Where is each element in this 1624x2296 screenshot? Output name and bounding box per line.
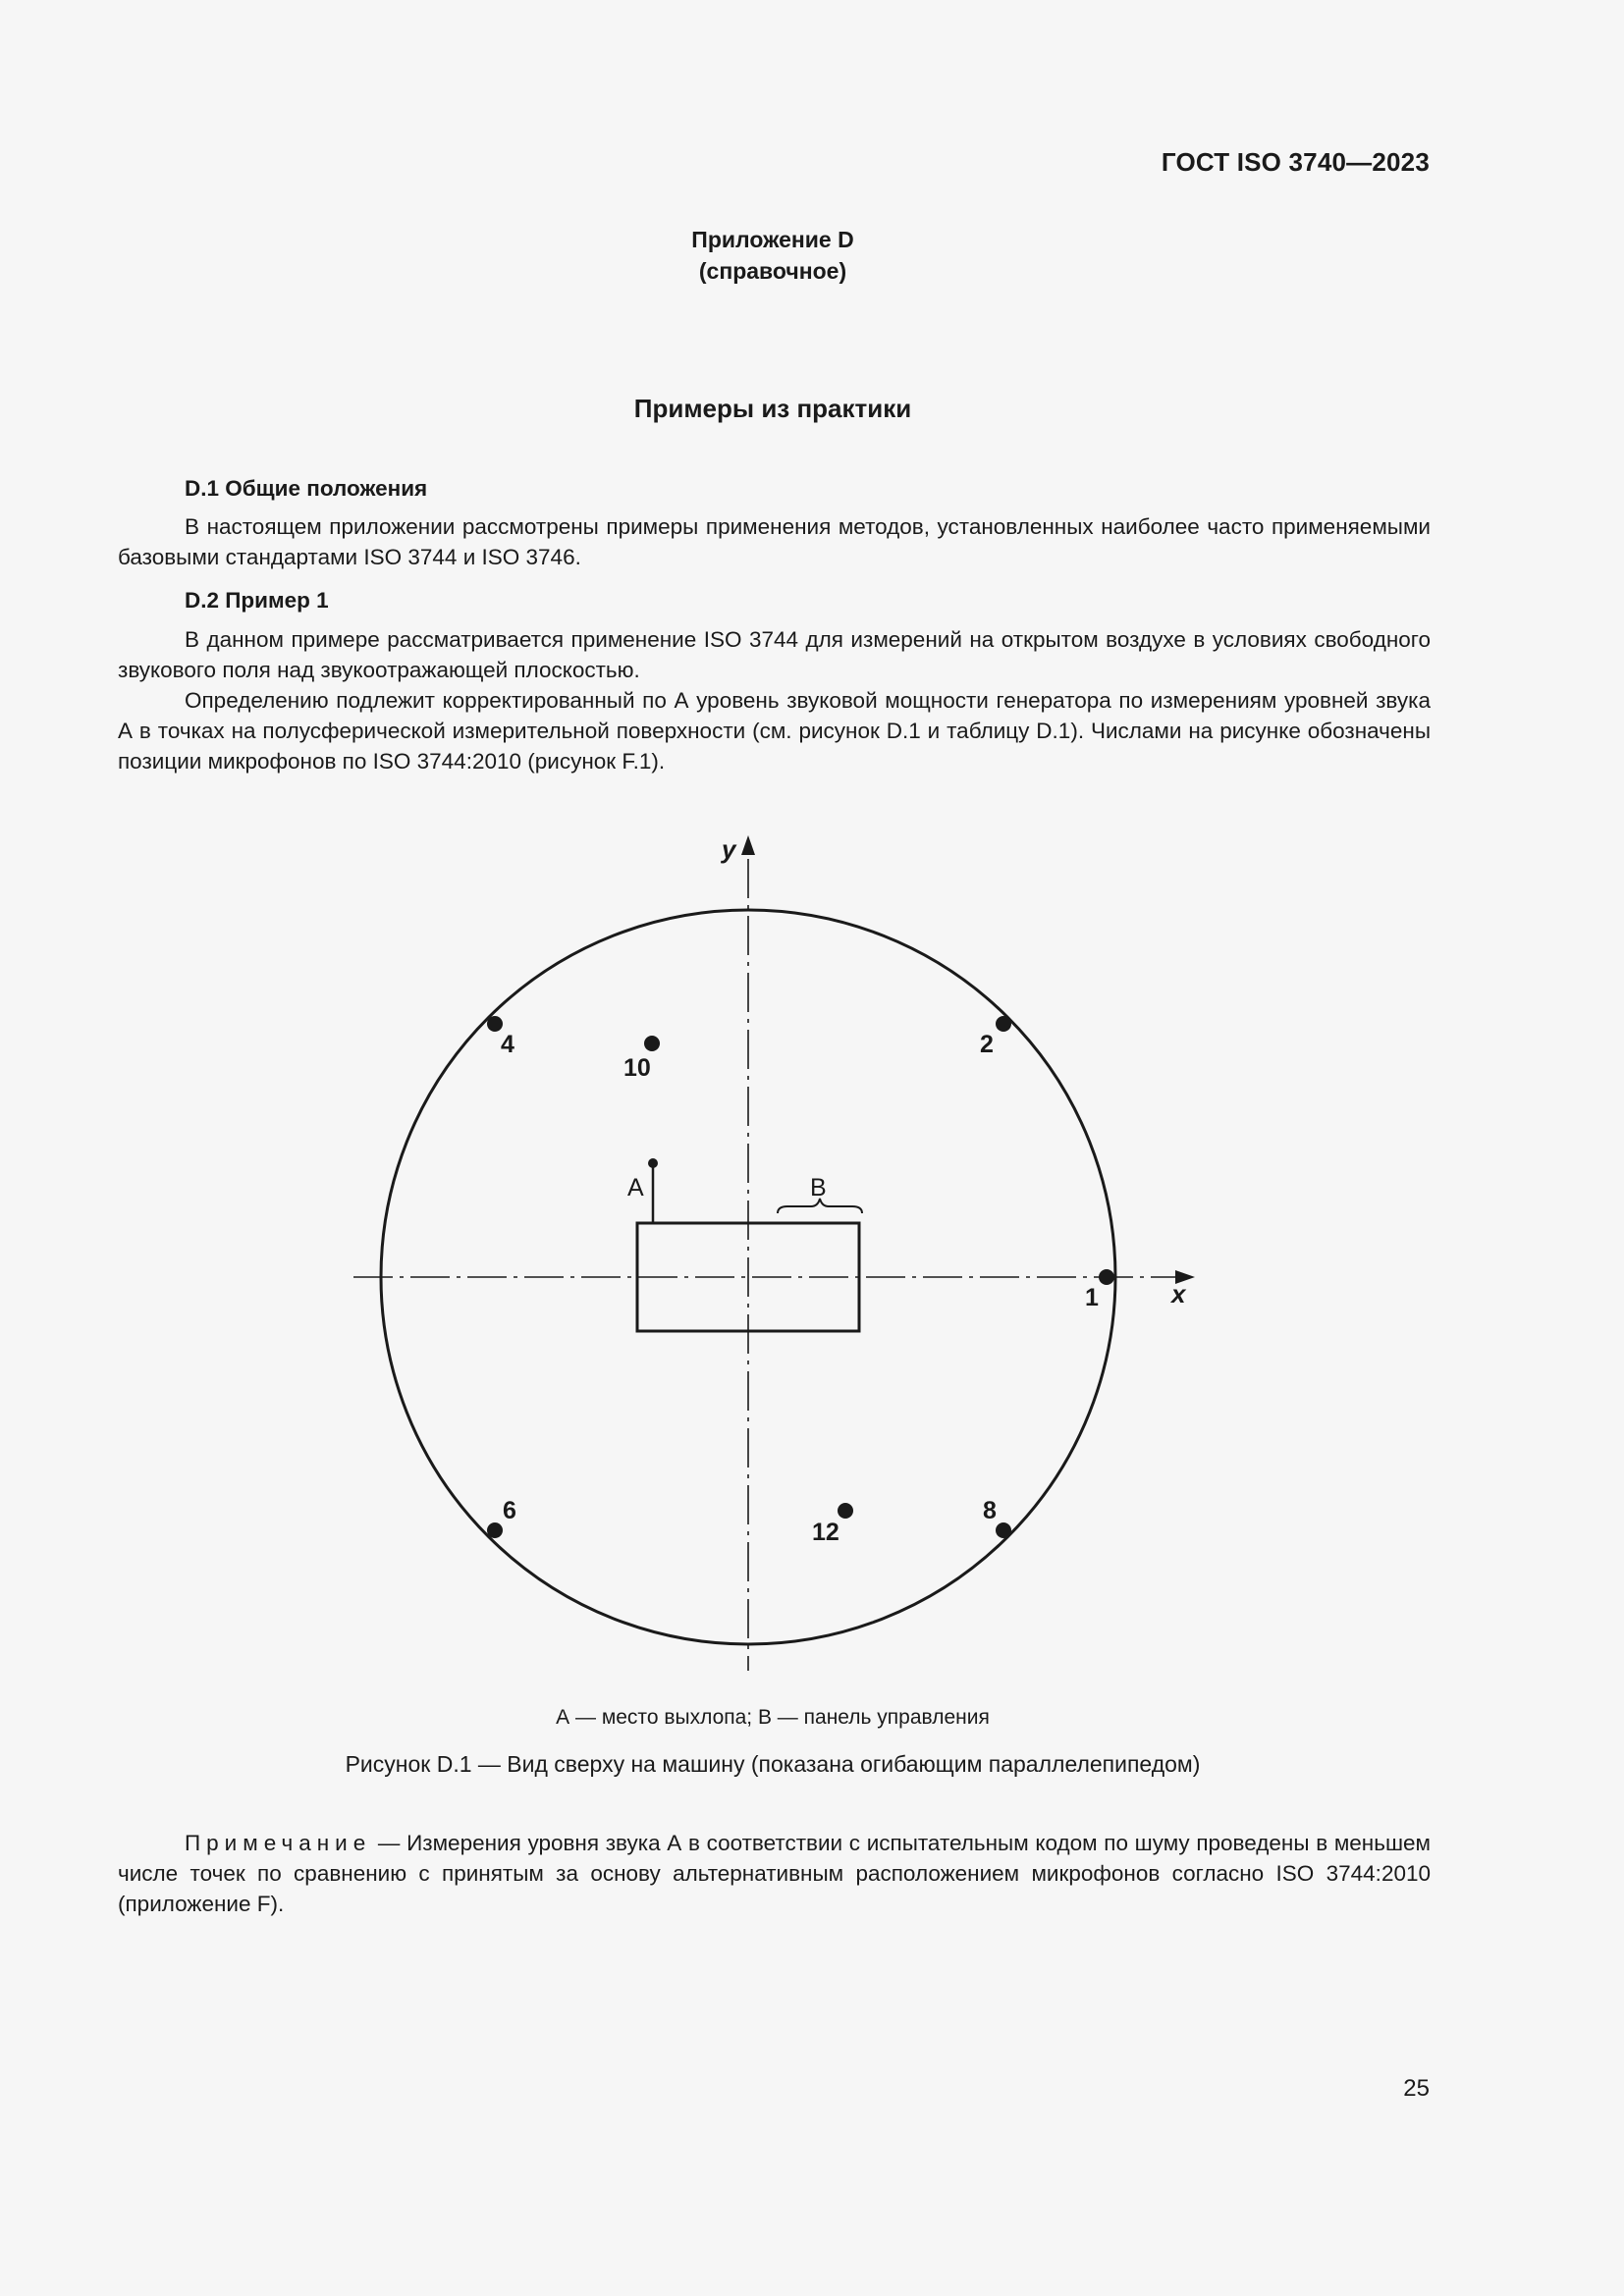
annex-kind: (справочное)	[698, 258, 847, 284]
page-number: 25	[1403, 2075, 1430, 2102]
clause-heading: D.1 Общие положения	[185, 476, 428, 501]
clause-heading: D.2 Пример 1	[185, 588, 329, 613]
microphone-position	[487, 1016, 503, 1032]
note-text: — Измерения уровня звука А в соответствии с испытательным кодом по шуму проведены в меньшем числе точек по сравнению с принятым за основу альтернативным расположением микрофонов согласно ISO 3744:2010 (приложение F).	[118, 1831, 1431, 1916]
annex-title: Приложение D	[691, 227, 854, 252]
note-lead: Примечание	[185, 1831, 372, 1855]
document-identifier: ГОСТ ISO 3740—2023	[1161, 147, 1430, 177]
clause-d1	[118, 473, 1431, 572]
microphone-label: 6	[503, 1497, 516, 1524]
microphone-label: 2	[980, 1031, 994, 1058]
figure-caption: Рисунок D.1 — Вид сверху на машину (показана огибающим параллелепипедом)	[345, 1751, 1201, 1777]
annex-heading	[0, 224, 1545, 287]
microphone-label: 10	[623, 1054, 651, 1082]
x-axis-label: x	[1171, 1279, 1186, 1308]
microphone-position	[996, 1016, 1011, 1032]
label-b: B	[810, 1174, 827, 1201]
note	[118, 1828, 1431, 1919]
microphone-position	[996, 1522, 1011, 1538]
figure-legend: А — место выхлопа; В — панель управления	[556, 1706, 990, 1729]
microphone-position	[487, 1522, 503, 1538]
clause-paragraph: В данном примере рассматривается применение ISO 3744 для измерений на открытом воздухе в условиях свободного звукового поля над звукоотражающей плоскостью.	[118, 627, 1431, 682]
section-title: Примеры из практики	[633, 394, 912, 423]
microphone-label: 8	[983, 1497, 997, 1524]
exhaust-outlet	[648, 1158, 658, 1168]
microphone-position	[838, 1503, 853, 1519]
microphone-label: 4	[501, 1031, 514, 1058]
y-axis-arrow	[741, 835, 755, 855]
figure-diagram	[334, 825, 1218, 1679]
microphone-label: 12	[812, 1519, 839, 1546]
label-a: A	[627, 1174, 644, 1201]
clause-d2	[118, 585, 1431, 776]
y-axis-label: y	[722, 834, 736, 864]
figure-d1	[334, 825, 1218, 1679]
microphone-label: 1	[1085, 1284, 1099, 1311]
microphone-position	[1099, 1269, 1114, 1285]
clause-paragraph: В настоящем приложении рассмотрены примеры применения методов, установленных наиболее часто применяемыми базовыми стандартами ISO 3744 и ISO 3746.	[118, 514, 1431, 569]
clause-paragraph: Определению подлежит корректированный по А уровень звуковой мощности генератора по измерениям уровней звука А в точках на полусферической измерительной поверхности (см. рисунок D.1 и таблицу D.1). Числами на рисунке обозначены позиции микрофонов по ISO 3744:2010 (рисунок F.1).	[118, 688, 1431, 774]
microphone-position	[644, 1036, 660, 1051]
